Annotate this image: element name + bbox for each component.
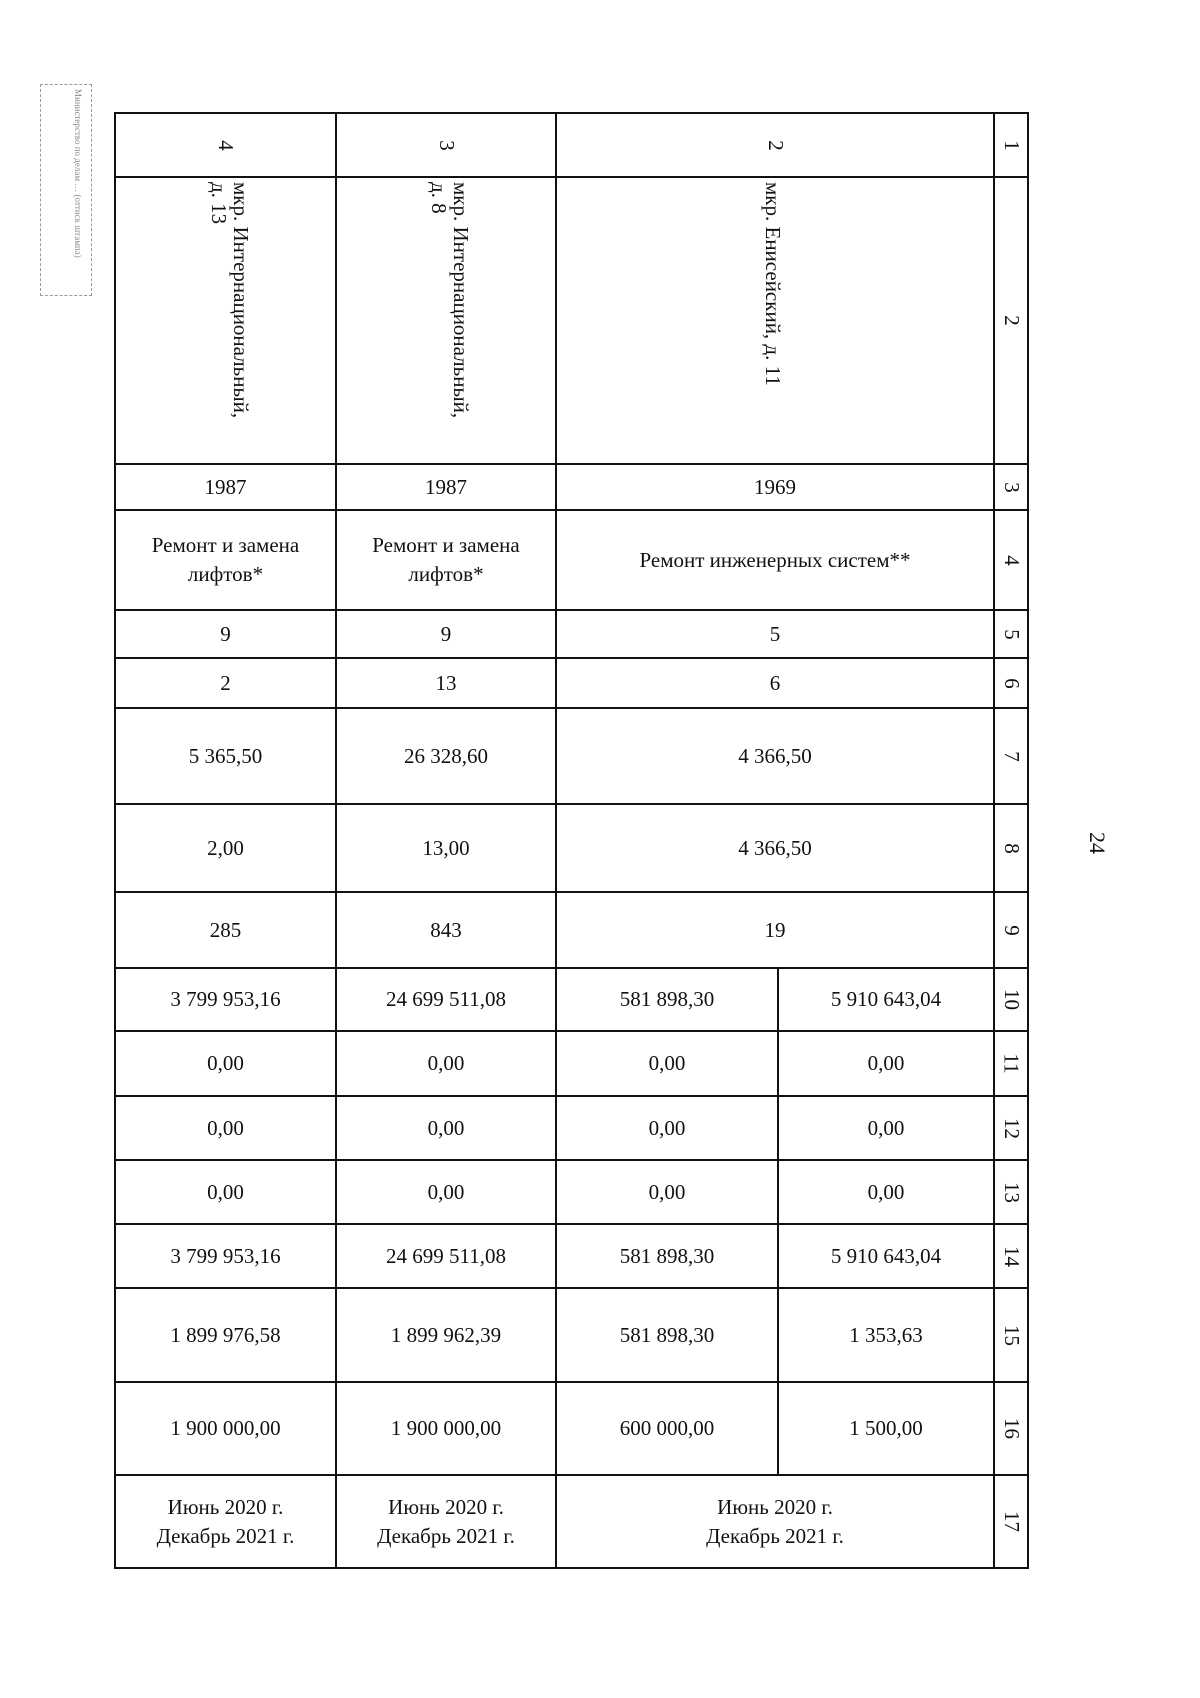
table-cell: 1 500,00	[849, 1416, 923, 1440]
row-number-17: 17	[999, 1511, 1024, 1532]
table-cell: 0,00	[427, 1051, 465, 1075]
table-cell: 0,00	[648, 1051, 686, 1075]
table-cell: 1 900 000,00	[390, 1416, 502, 1440]
table-cell: 1 899 962,39	[390, 1322, 502, 1347]
row-number-9: 9	[999, 924, 1024, 936]
address: мкр. Енисейский, д. 11	[761, 182, 785, 386]
table-cell: 0,00	[427, 1115, 465, 1140]
table-cell: 0,00	[427, 1179, 465, 1204]
year-cell: 1969	[754, 474, 796, 499]
table-cell: 4 366,50	[738, 835, 812, 860]
column-number: 3	[434, 139, 459, 151]
table-cell: 5	[769, 621, 781, 646]
table-cell: 0,00	[648, 1179, 686, 1204]
table-cell: 0,00	[867, 1179, 905, 1204]
row-number-15: 15	[999, 1324, 1024, 1346]
row-number-5: 5	[999, 628, 1024, 640]
row-number-3: 3	[999, 481, 1024, 493]
table-cell: 2,00	[207, 835, 244, 860]
table-cell: 13,00	[422, 835, 470, 860]
address: мкр. Интернациональный, д. 8	[427, 182, 473, 419]
row-number-14: 14	[999, 1245, 1024, 1267]
column-number: 4	[214, 139, 238, 151]
table-cell: 581 898,30	[619, 987, 715, 1011]
table-cell: 581 898,30	[619, 1243, 715, 1268]
stamp-text: Министерство по делам … (оттиск штампа)	[73, 89, 83, 258]
table-cell: 24 699 511,08	[386, 1243, 506, 1268]
work-type-cell: Ремонт инженерных систем**	[639, 547, 911, 572]
row-number-8: 8	[999, 842, 1024, 854]
column-number: 2	[763, 139, 788, 151]
table-cell: 600 000,00	[619, 1416, 715, 1440]
table-cell: 5 365,50	[188, 743, 263, 768]
work-type-cell: Ремонт и замена лифтов*	[151, 533, 300, 586]
row-number-12: 12	[999, 1117, 1024, 1139]
address: мкр. Интернациональный, д. 13	[207, 182, 253, 419]
table-cell: 19	[764, 917, 786, 942]
row-number-7: 7	[999, 750, 1024, 762]
table-cell: 0,00	[207, 1051, 244, 1075]
table-cell: 1 900 000,00	[170, 1416, 281, 1440]
table-cell: 24 699 511,08	[386, 987, 506, 1011]
table-cell: 285	[209, 917, 242, 942]
table-cell: 5 910 643,04	[830, 1243, 942, 1268]
table-cell: 2	[220, 670, 231, 695]
table-cell: 3 799 953,16	[170, 1243, 281, 1268]
table-cell: 13	[435, 670, 457, 695]
table-cell: 6	[769, 670, 781, 695]
table-cell: 0,00	[867, 1115, 905, 1140]
row-number-10: 10	[999, 989, 1024, 1010]
page-number: 24	[1085, 832, 1110, 854]
row-number-16: 16	[999, 1418, 1024, 1439]
table-cell: 843	[430, 917, 462, 942]
table-cell: 4 366,50	[738, 743, 812, 768]
row-number-13: 13	[999, 1181, 1024, 1203]
table-cell: 0,00	[867, 1051, 905, 1075]
table-cell: 5 910 643,04	[830, 987, 942, 1011]
table-cell: 0,00	[207, 1115, 244, 1140]
row-number-4: 4	[999, 554, 1024, 566]
period-cell: Июнь 2020 г. Декабрь 2021 г.	[706, 1494, 844, 1548]
table-cell: 1 353,63	[849, 1322, 923, 1347]
row-number-2: 2	[999, 315, 1024, 326]
table-cell: 9	[440, 621, 452, 646]
table-cell: 3 799 953,16	[170, 987, 281, 1011]
table-cell: 9	[220, 621, 231, 646]
table-cell: 1 899 976,58	[170, 1322, 281, 1347]
row-number-6: 6	[999, 677, 1024, 689]
period-cell: Июнь 2020 г. Декабрь 2021 г.	[156, 1494, 295, 1548]
period-cell: Июнь 2020 г. Декабрь 2021 г.	[377, 1494, 515, 1548]
table-cell: 581 898,30	[619, 1322, 715, 1347]
table-cell: 26 328,60	[404, 743, 488, 768]
row-number-11: 11	[999, 1053, 1024, 1074]
work-type-cell: Ремонт и замена лифтов*	[372, 533, 520, 586]
table-cell: 0,00	[648, 1115, 686, 1140]
year-cell: 1987	[204, 474, 247, 499]
table-cell: 0,00	[207, 1179, 244, 1204]
row-number-1: 1	[999, 139, 1024, 151]
year-cell: 1987	[425, 474, 467, 499]
